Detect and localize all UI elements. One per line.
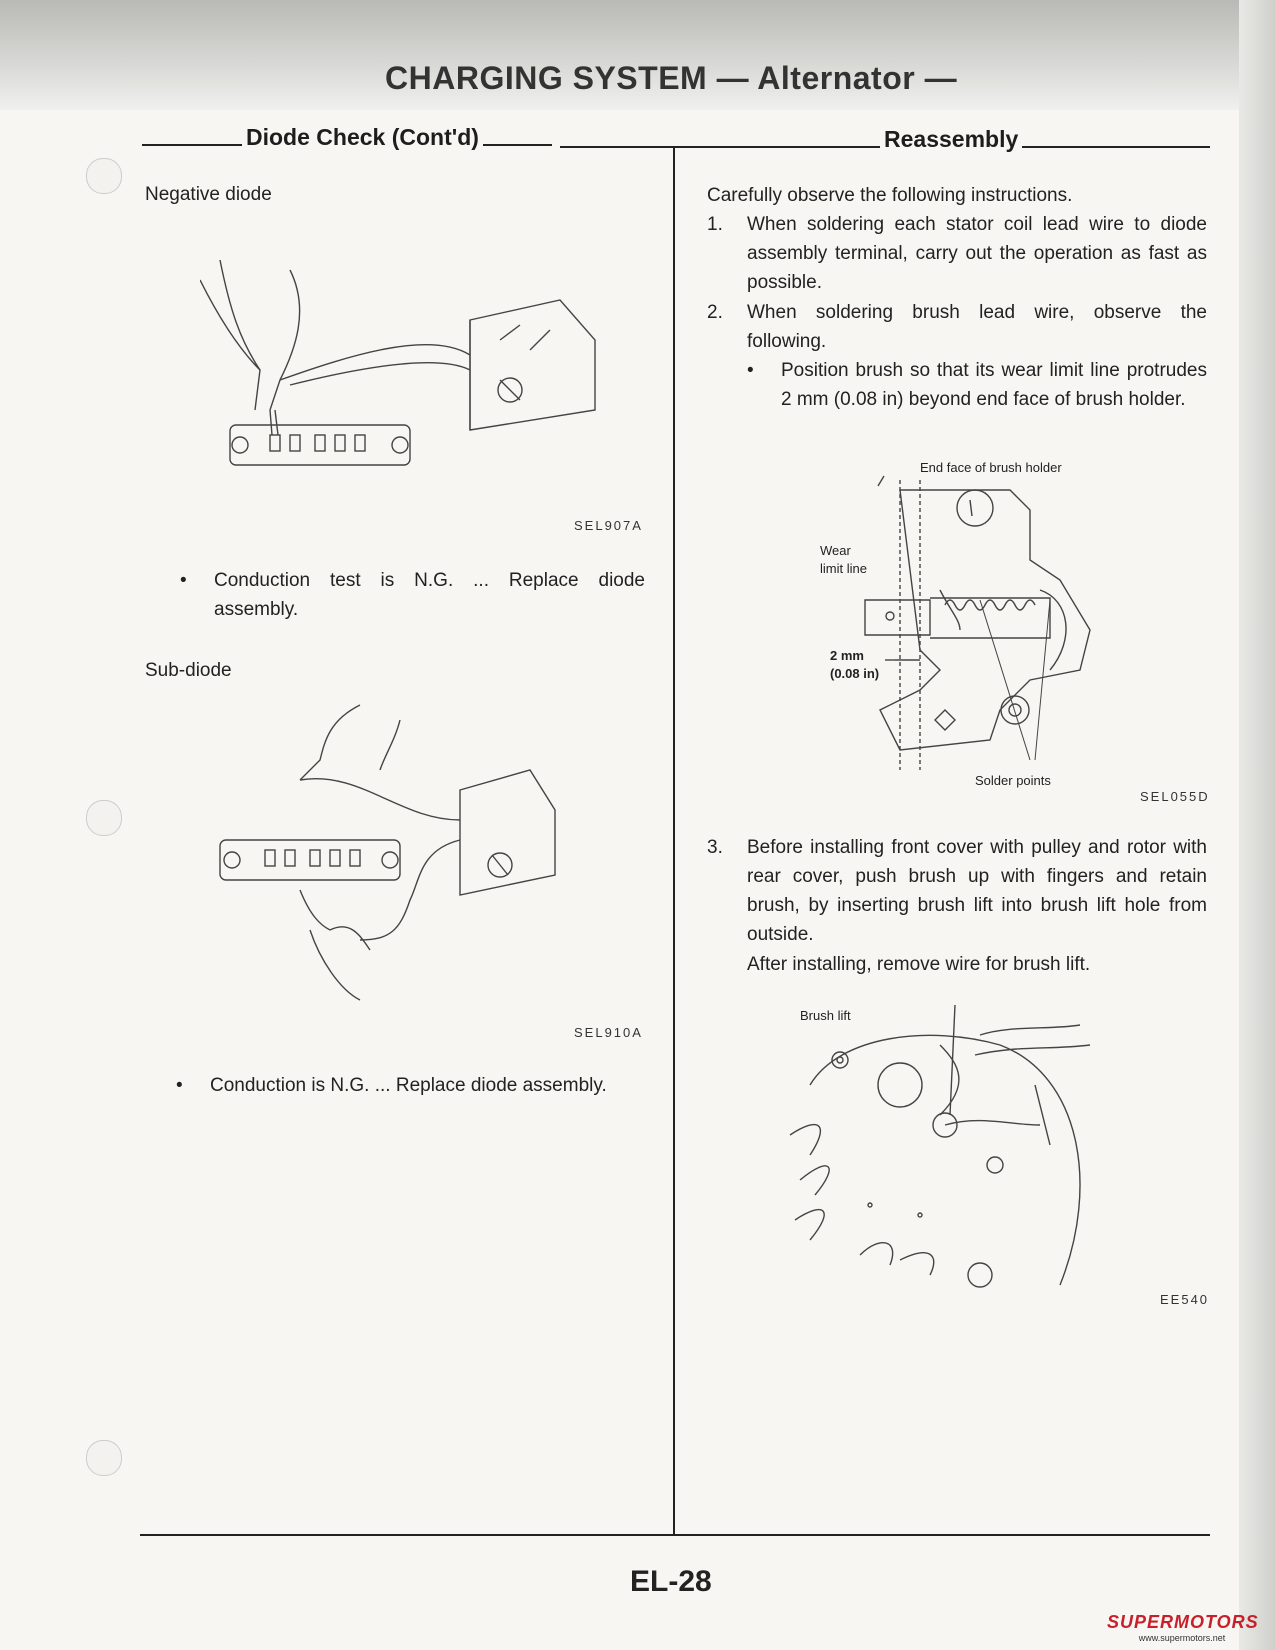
scan-shadow-right bbox=[1239, 0, 1275, 1650]
sub-diode-heading: Sub-diode bbox=[145, 660, 232, 681]
footer-rule bbox=[140, 1534, 1210, 1536]
brush-lift-illustration bbox=[780, 1005, 1110, 1295]
watermark-url: www.supermotors.net bbox=[1138, 1633, 1226, 1643]
figure-label: End face of brush holder bbox=[920, 460, 1062, 475]
section-heading-diode-check bbox=[142, 120, 552, 150]
figure-code: SEL910A bbox=[574, 1025, 643, 1040]
figure-label: Wear bbox=[820, 543, 851, 558]
step-text: Before installing front cover with pulley and rotor with rear cover, push brush up with fingers and retain brush, by inserting brush lift into brush lift hole from outside. bbox=[747, 837, 1207, 945]
figure-label: Brush lift bbox=[800, 1008, 851, 1023]
negative-diode-illustration bbox=[200, 260, 600, 500]
bullet-icon: • bbox=[176, 1075, 183, 1096]
column-divider bbox=[673, 146, 675, 1536]
bullet-item bbox=[180, 566, 645, 624]
step-note: After installing, remove wire for brush lift. bbox=[747, 954, 1091, 975]
step-item bbox=[707, 210, 1207, 297]
watermark-logo bbox=[1107, 1612, 1257, 1643]
figure-label: Solder points bbox=[975, 773, 1051, 788]
section-heading-label: Reassembly bbox=[880, 126, 1022, 152]
figure-code: SEL907A bbox=[574, 518, 643, 533]
step-number: 1. bbox=[707, 214, 723, 235]
step-text: When soldering each stator coil lead wire to diode assembly terminal, carry out the operation as fast as possible. bbox=[747, 214, 1207, 293]
step-text: When soldering brush lead wire, observe the following. bbox=[747, 302, 1207, 352]
figure-code: SEL055D bbox=[1140, 789, 1210, 804]
sub-bullet-item bbox=[747, 356, 1207, 414]
section-heading-label: Diode Check (Cont'd) bbox=[242, 124, 483, 150]
bullet-icon: • bbox=[747, 360, 754, 381]
reassembly-intro: Carefully observe the following instructions. bbox=[707, 185, 1073, 206]
bullet-icon: • bbox=[180, 570, 187, 591]
bullet-text: Conduction is N.G. ... Replace diode assembly. bbox=[210, 1075, 607, 1096]
figure-label: (0.08 in) bbox=[830, 666, 880, 681]
step-number: 3. bbox=[707, 837, 723, 858]
sub-diode-illustration bbox=[210, 700, 610, 1010]
step-item bbox=[707, 298, 1207, 356]
page-title: CHARGING SYSTEM — Alternator — bbox=[385, 60, 958, 96]
sub-bullet-text: Position brush so that its wear limit line protrudes 2 mm (0.08 in) beyond end face of brush holder. bbox=[781, 360, 1207, 410]
step-item bbox=[707, 833, 1207, 949]
negative-diode-heading: Negative diode bbox=[145, 184, 272, 205]
binder-hole bbox=[86, 1440, 122, 1476]
page-number: EL-28 bbox=[630, 1565, 712, 1598]
figure-label: 2 mm bbox=[830, 648, 864, 663]
bullet-item bbox=[176, 1071, 644, 1100]
figure-label: limit line bbox=[820, 561, 867, 576]
bullet-text: Conduction test is N.G. ... Replace diode assembly. bbox=[214, 570, 645, 620]
figure-code: EE540 bbox=[1160, 1292, 1210, 1307]
brush-holder-illustration bbox=[860, 470, 1190, 790]
binder-hole bbox=[86, 158, 122, 194]
step-number: 2. bbox=[707, 302, 723, 323]
section-heading-reassembly bbox=[560, 122, 1210, 152]
watermark-name: SUPERMOTORS bbox=[1107, 1612, 1259, 1632]
binder-hole bbox=[86, 800, 122, 836]
